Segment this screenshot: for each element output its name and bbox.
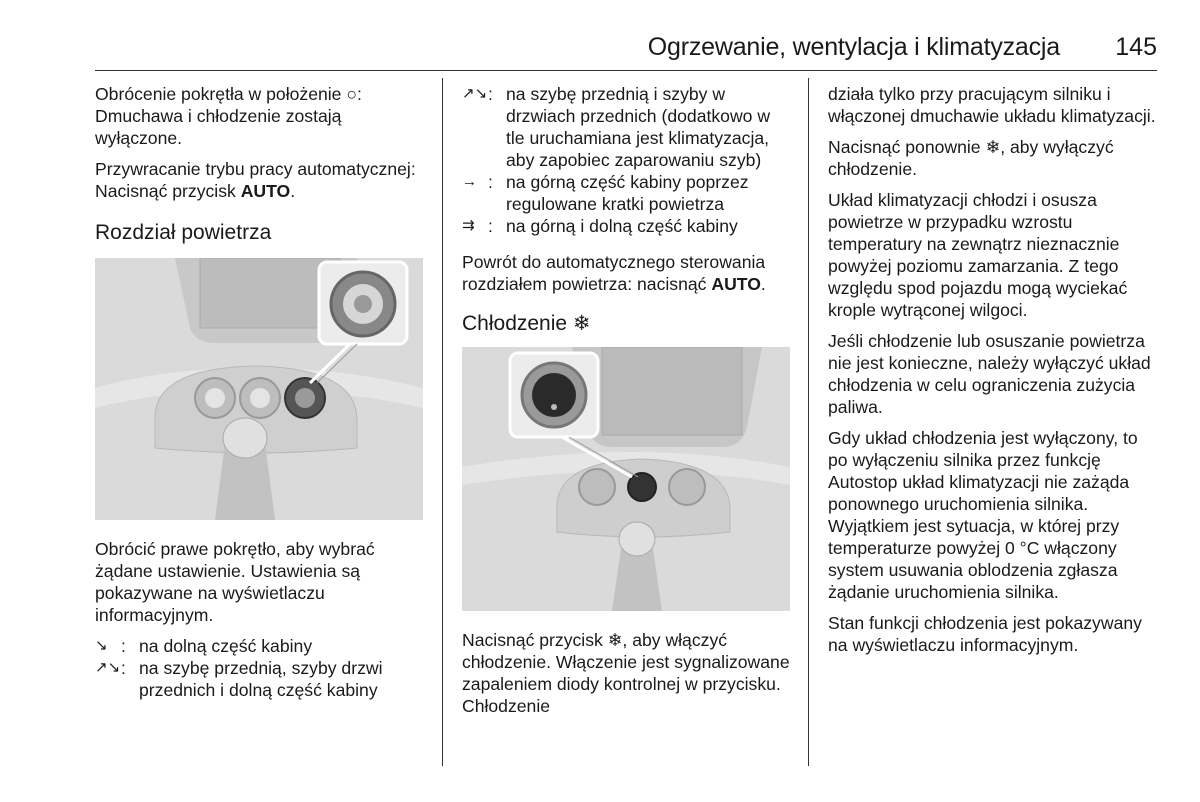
- paragraph-turn-knob: Obrócić prawe pokrętło, aby wybrać żądane ustawienie. Ustawienia są pokazywane na wyświetlaczu informacyjnym.: [95, 539, 375, 625]
- list-item-text: na szybę przednią i szyby w drzwiach przednich (dodatkowo w tle uruchamiana jest klimatyzacja, aby zapobiec zaparowaniu szyb): [506, 84, 771, 170]
- paragraph-dehumidify: Układ klimatyzacji chłodzi i osusza powietrze w przypadku wzrostu temperatury na zewnątrz nieznacznie powyżej poziomu zamarzania. Z tego względu spod pojazdu mogą wyciekać krople wytrąconej wilgoci.: [828, 190, 1128, 320]
- windscreen-floor-airflow-icon: ↗↘: [95, 659, 121, 676]
- list-item: ⇉ : na górną i dolną część kabiny: [462, 215, 792, 237]
- list-item-text: na szybę przednią, szyby drzwi przednich i dolną część kabiny: [139, 658, 383, 700]
- paragraph-save-fuel: Jeśli chłodzenie lub osuszanie powietrza nie jest konieczne, należy wyłączyć układ chłodzenia w celu ograniczenia zużycia paliwa.: [828, 331, 1151, 417]
- list-item: ↗↘ : na szybę przednią i szyby w drzwiach przednich (dodatkowo w tle uruchamiana jest klimatyzacja, aby zapobiec zaparowaniu szyb): [462, 83, 792, 171]
- auto-keyword: AUTO: [711, 274, 761, 294]
- paragraph-auto-mode: [95, 158, 425, 202]
- paragraph-auto-return: [462, 251, 792, 295]
- air-distribution-list-1: [95, 635, 425, 701]
- header-divider: [95, 70, 1157, 71]
- paragraph-autostop: Gdy układ chłodzenia jest wyłączony, to po wyłączeniu silnika przez funkcję Autostop układ klimatyzacji nie zażąda ponownego uruchomienia silnika. Wyjątkiem jest sytuacja, w której przy temperaturze powyżej 0 °C włączony system usuwania oblodzenia zgłasza żądanie uruchomienia silnika.: [828, 428, 1138, 602]
- paragraph-blower-off: Obrócenie pokrętła w położenie ○: Dmuchawa i chłodzenie zostają wyłączone.: [95, 84, 362, 148]
- page-number: 145: [1115, 33, 1157, 61]
- air-distribution-list-2: [462, 83, 792, 237]
- column-2: [462, 83, 792, 726]
- paragraph-cooling-off: Nacisnąć ponownie ❄, aby wyłączyć chłodzenie.: [828, 137, 1114, 179]
- auto-return-text: Powrót do automatycznego sterowania rozdziałem powietrza: nacisnąć: [462, 252, 766, 294]
- list-item-text: na dolną część kabiny: [139, 636, 313, 656]
- heading-cooling: Chłodzenie ❄: [462, 312, 591, 335]
- column-1: [95, 83, 425, 701]
- auto-return-end: .: [760, 274, 766, 294]
- paragraph-cooling-works: działa tylko przy pracującym silniku i włączonej dmuchawie układu klimatyzacji.: [828, 84, 1156, 126]
- upper-airflow-icon: →: [462, 173, 477, 190]
- floor-airflow-icon: ↘: [95, 637, 108, 654]
- auto-mode-text: Przywracanie trybu pracy automatycznej: Nacisnąć przycisk: [95, 159, 416, 201]
- paragraph-press-cooling: Nacisnąć przycisk ❄, aby włączyć chłodzenie. Włączenie jest sygnalizowane zapaleniem diody kontrolnej w przycisku. Chłodzenie: [462, 630, 790, 716]
- heading-air-distribution: Rozdział powietrza: [95, 221, 272, 244]
- page-header-title: Ogrzewanie, wentylacja i klimatyzacja: [647, 33, 1060, 61]
- air-distribution-illustration: [95, 258, 423, 520]
- auto-mode-end: .: [290, 181, 296, 201]
- list-item-text: na górną i dolną część kabiny: [506, 216, 738, 236]
- auto-keyword: AUTO: [240, 181, 291, 201]
- list-item: → : na górną część kabiny poprzez regulowane kratki powietrza: [462, 171, 792, 215]
- upper-lower-airflow-icon: ⇉: [462, 217, 475, 234]
- column-divider-1: [442, 78, 443, 766]
- column-3: [828, 83, 1158, 665]
- list-item-text: na górną część kabiny poprzez regulowane kratki powietrza: [506, 172, 749, 214]
- paragraph-status-display: Stan funkcji chłodzenia jest pokazywany na wyświetlaczu informacyjnym.: [828, 613, 1142, 655]
- list-item: ↘ : na dolną część kabiny: [95, 635, 425, 657]
- cooling-button-illustration: [462, 347, 790, 611]
- windscreen-airflow-icon: ↗↘: [462, 85, 488, 102]
- list-item: ↗↘ : na szybę przednią, szyby drzwi przednich i dolną część kabiny: [95, 657, 425, 701]
- column-divider-2: [808, 78, 809, 766]
